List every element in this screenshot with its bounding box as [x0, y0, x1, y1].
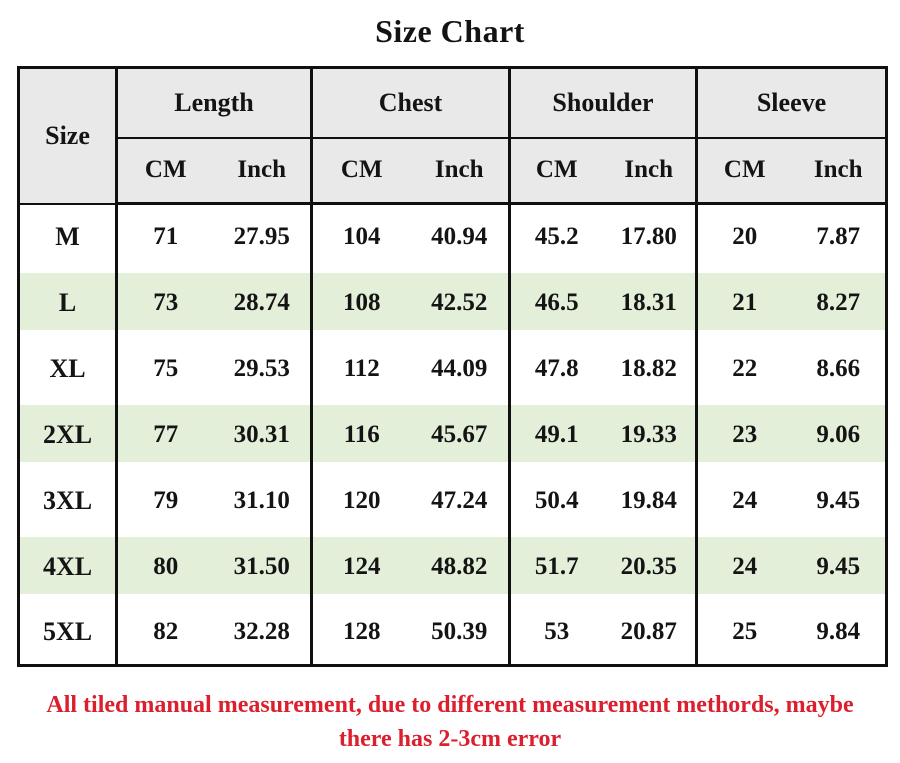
header-group-sleeve: Sleeve — [697, 68, 887, 138]
table-row-4xl — [19, 534, 887, 600]
disclaimer-line-2: there has 2-3cm error — [338, 726, 562, 752]
header-group-row — [19, 68, 887, 138]
value-cell: 40.94 — [431, 223, 488, 251]
value-cell: 75 — [117, 336, 214, 402]
size-cell: M — [55, 222, 80, 251]
value-cell: 104 — [312, 204, 411, 270]
value-cell: 73 — [117, 270, 214, 336]
size-cell: 2XL — [19, 402, 117, 468]
table-row-xl — [19, 336, 887, 402]
value-cell: 50.39 — [431, 617, 488, 645]
value-cell: 32.28 — [233, 617, 290, 645]
table-row-5xl — [19, 600, 887, 666]
value-cell: 112 — [312, 336, 411, 402]
value-cell: 25 — [697, 600, 792, 666]
table-row-l — [19, 270, 887, 336]
value-cell: 21 — [697, 270, 792, 336]
value-cell: 20 — [697, 204, 792, 270]
size-cell: XL — [49, 353, 86, 383]
value-cell: 30.31 — [214, 402, 312, 468]
value-cell: 31.50 — [214, 534, 312, 600]
measurement-disclaimer — [0, 688, 900, 756]
unit-inch-chest: Inch — [411, 138, 510, 204]
value-cell: 53 — [510, 600, 603, 666]
unit-inch-length: Inch — [214, 138, 312, 204]
unit-cm-chest: CM — [312, 138, 411, 204]
disclaimer-line-1: All tiled manual measurement, due to different measurement methords, maybe — [46, 692, 854, 718]
value-cell: 18.31 — [603, 270, 697, 336]
header-unit-row — [19, 138, 887, 204]
value-cell: 71 — [117, 204, 214, 270]
unit-inch-sleeve: Inch — [792, 138, 887, 204]
value-cell: 18.82 — [620, 354, 677, 382]
value-cell: 47.8 — [510, 336, 603, 402]
value-cell: 9.45 — [816, 486, 861, 514]
value-cell: 82 — [117, 600, 214, 666]
value-cell: 19.33 — [603, 402, 697, 468]
value-cell: 19.84 — [620, 486, 677, 514]
value-cell: 50.4 — [510, 468, 603, 534]
value-cell: 27.95 — [233, 223, 290, 251]
value-cell: 80 — [117, 534, 214, 600]
size-cell: 3XL — [42, 485, 93, 515]
value-cell: 8.27 — [792, 270, 887, 336]
unit-cm-sleeve: CM — [697, 138, 792, 204]
unit-cm-length: CM — [117, 138, 214, 204]
value-cell: 20.35 — [603, 534, 697, 600]
value-cell: 9.06 — [792, 402, 887, 468]
unit-cm-shoulder: CM — [510, 138, 603, 204]
value-cell: 44.09 — [431, 354, 488, 382]
size-chart-table — [17, 66, 888, 667]
header-group-chest: Chest — [312, 68, 510, 138]
value-cell: 49.1 — [510, 402, 603, 468]
value-cell: 29.53 — [233, 354, 290, 382]
value-cell: 108 — [312, 270, 411, 336]
value-cell: 9.84 — [816, 617, 861, 645]
page-title: Size Chart — [375, 13, 525, 49]
value-cell: 77 — [117, 402, 214, 468]
value-cell: 51.7 — [510, 534, 603, 600]
value-cell: 128 — [312, 600, 411, 666]
value-cell: 8.66 — [816, 354, 861, 382]
value-cell: 124 — [312, 534, 411, 600]
unit-inch-shoulder: Inch — [603, 138, 697, 204]
value-cell: 24 — [697, 468, 792, 534]
value-cell: 45.2 — [510, 204, 603, 270]
value-cell: 28.74 — [214, 270, 312, 336]
table-row-2xl — [19, 402, 887, 468]
value-cell: 7.87 — [816, 223, 861, 251]
value-cell: 47.24 — [431, 486, 488, 514]
value-cell: 48.82 — [411, 534, 510, 600]
value-cell: 17.80 — [620, 223, 677, 251]
value-cell: 31.10 — [233, 486, 290, 514]
table-row-3xl — [19, 468, 887, 534]
header-size: Size — [19, 68, 117, 204]
value-cell: 120 — [312, 468, 411, 534]
value-cell: 23 — [697, 402, 792, 468]
value-cell: 22 — [697, 336, 792, 402]
value-cell: 20.87 — [620, 617, 677, 645]
value-cell: 45.67 — [411, 402, 510, 468]
size-cell: 4XL — [19, 534, 117, 600]
size-cell: L — [19, 270, 117, 336]
value-cell: 46.5 — [510, 270, 603, 336]
value-cell: 24 — [697, 534, 792, 600]
header-group-length: Length — [117, 68, 312, 138]
size-cell: 5XL — [42, 616, 93, 646]
value-cell: 116 — [312, 402, 411, 468]
value-cell: 9.45 — [792, 534, 887, 600]
value-cell: 79 — [117, 468, 214, 534]
value-cell: 42.52 — [411, 270, 510, 336]
table-row-m — [19, 204, 887, 270]
header-group-shoulder: Shoulder — [510, 68, 697, 138]
